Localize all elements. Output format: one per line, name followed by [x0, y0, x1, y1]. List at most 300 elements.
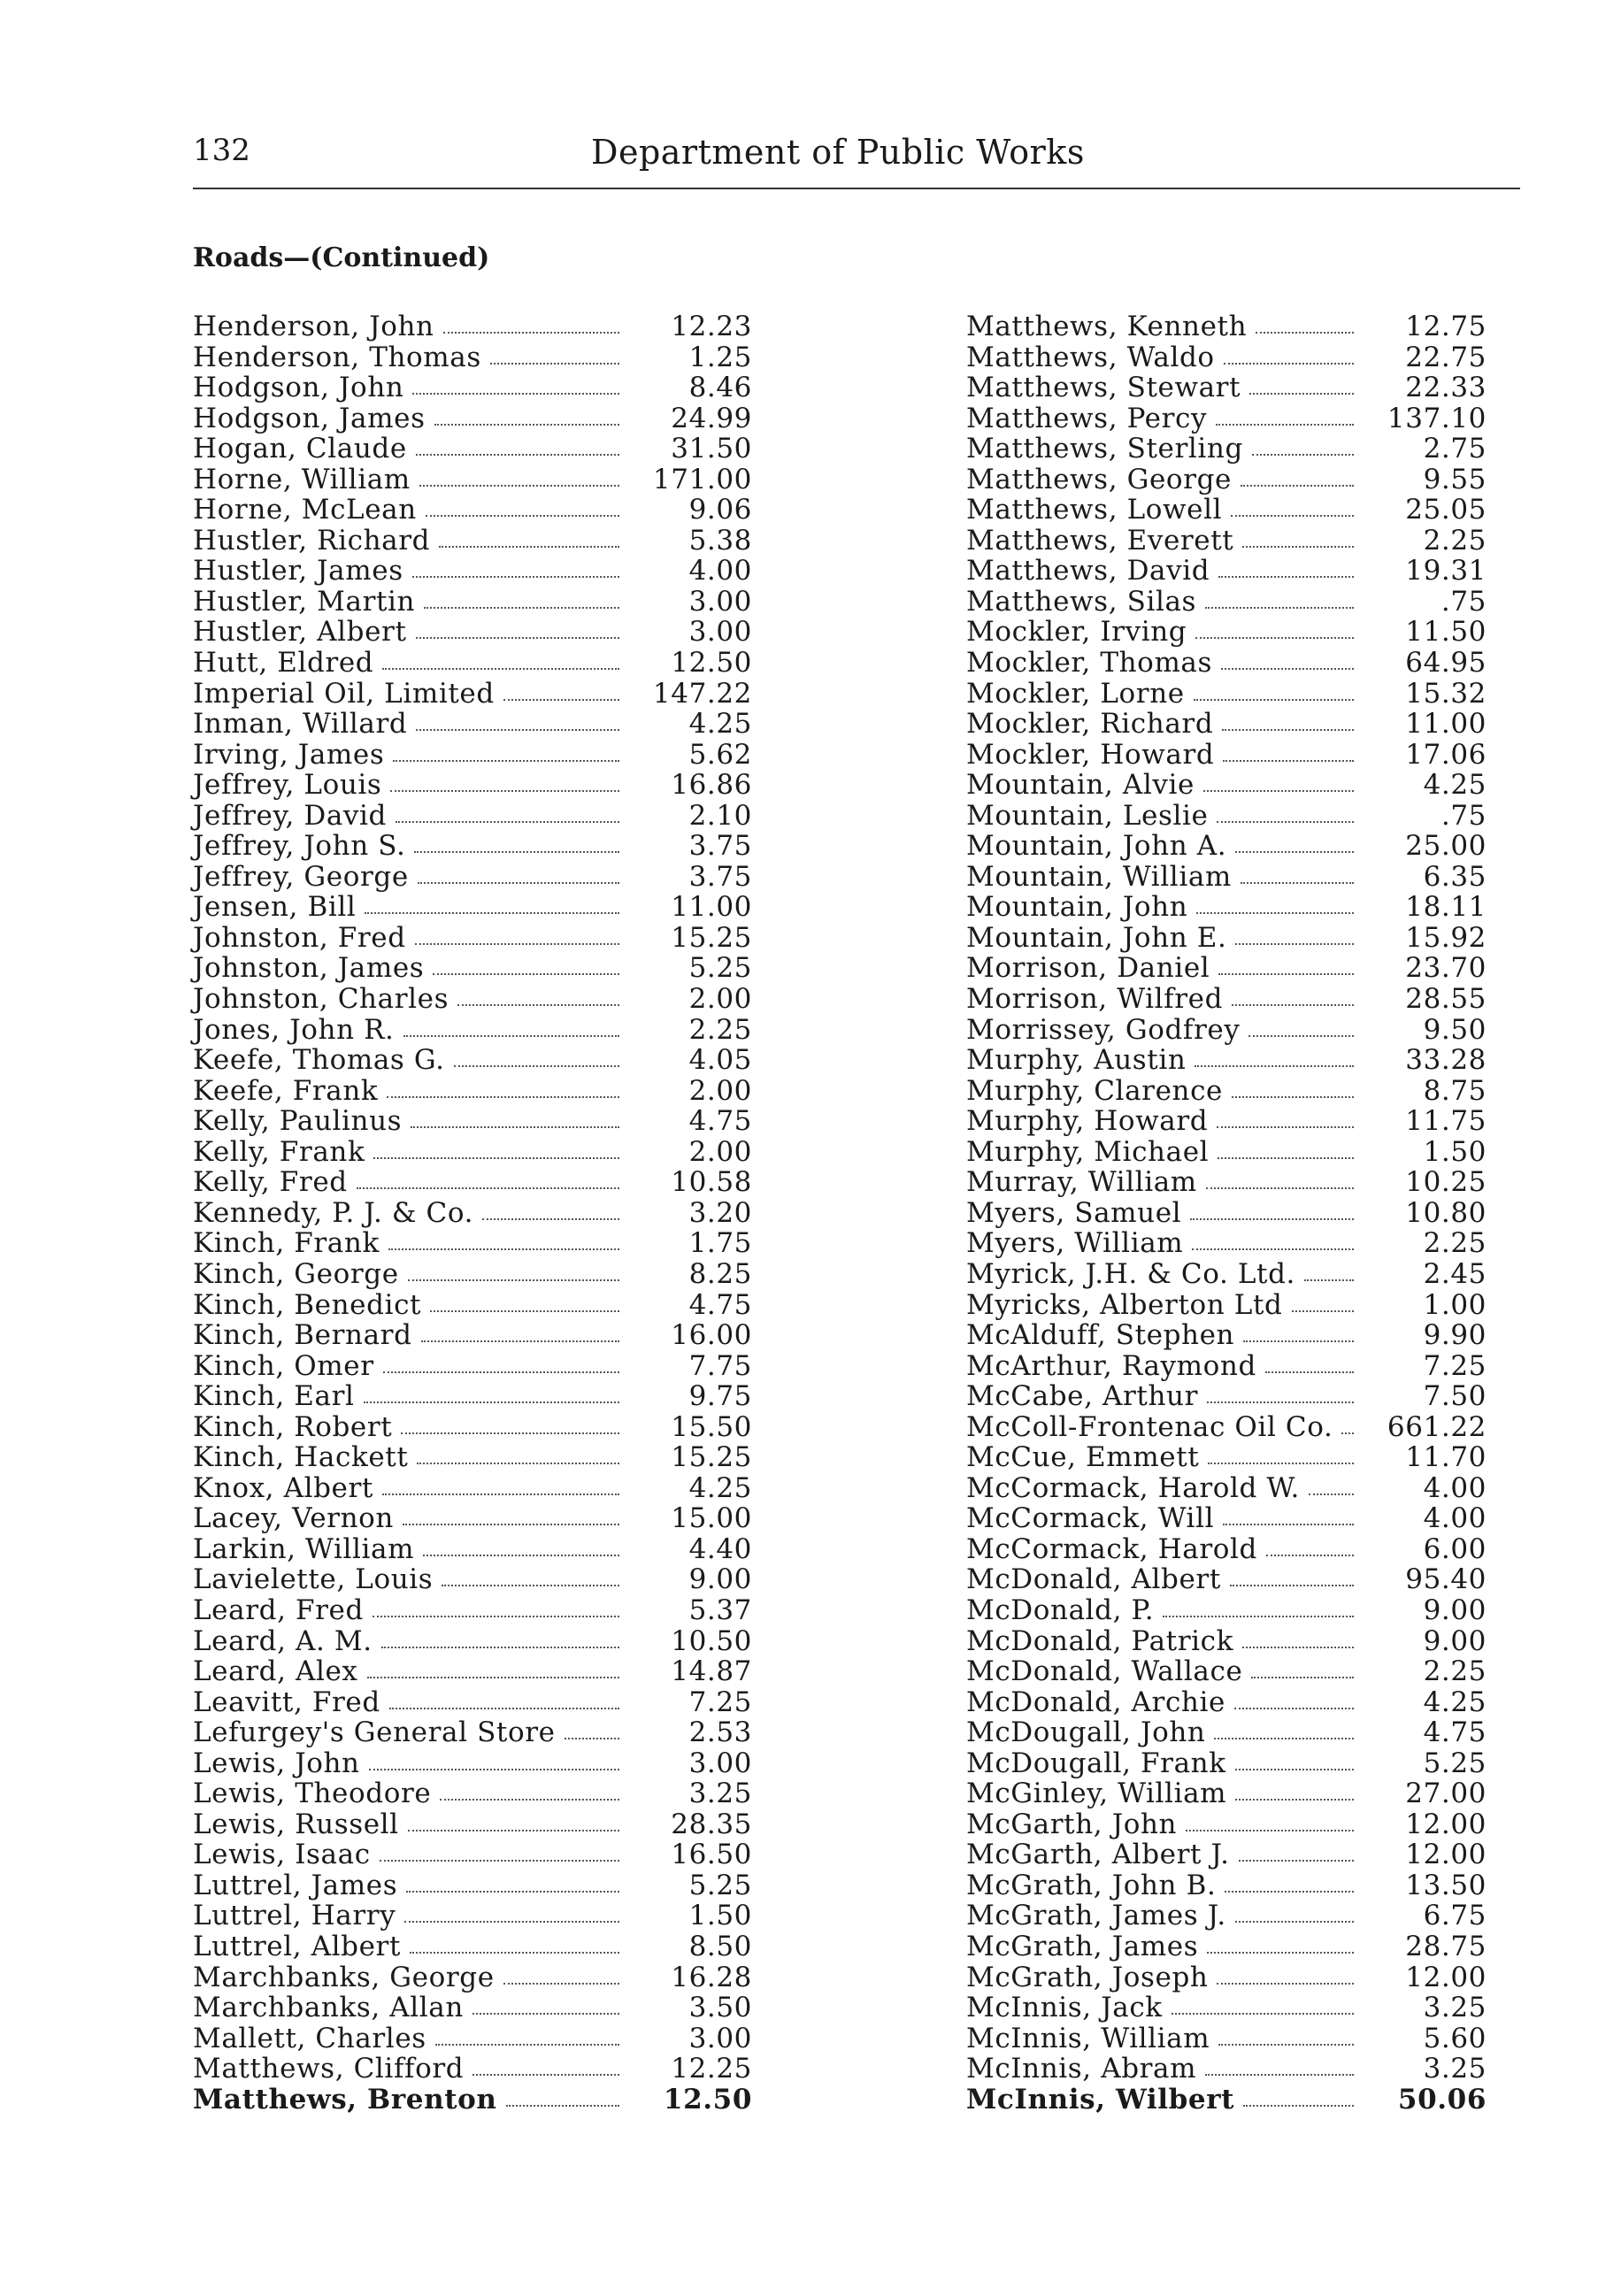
entry-amount: 171.00	[652, 463, 752, 495]
entry-amount: 15.50	[671, 1410, 752, 1443]
dot-leader	[382, 1494, 619, 1495]
dot-leader	[1206, 1187, 1354, 1189]
dot-leader	[388, 1248, 619, 1250]
list-item	[966, 1137, 1487, 1168]
dot-leader	[401, 1432, 619, 1434]
entry-amount: 6.75	[1423, 1900, 1487, 1932]
list-item	[966, 1198, 1487, 1229]
entry-amount: 2.10	[688, 799, 752, 832]
dot-leader	[1232, 1096, 1354, 1098]
entry-name: Marchbanks, George	[193, 1962, 500, 1993]
entry-amount: 5.25	[688, 1869, 752, 1901]
entry-name: Luttrel, Harry	[193, 1901, 401, 1931]
entry-name: Irving, James	[193, 740, 389, 770]
dot-leader	[1243, 2105, 1354, 2107]
list-item	[193, 1595, 752, 1626]
list-item	[966, 984, 1487, 1015]
dot-leader	[1172, 2013, 1354, 2015]
list-item	[966, 1320, 1487, 1351]
dot-leader	[418, 882, 619, 884]
entry-amount: 5.38	[688, 524, 752, 557]
entry-amount: 25.00	[1405, 830, 1487, 863]
list-item	[193, 1993, 752, 2023]
list-item	[193, 801, 752, 832]
list-item	[966, 311, 1487, 342]
entry-name: McDonald, Patrick	[966, 1626, 1239, 1656]
entry-name: Murphy, Austin	[966, 1045, 1191, 1075]
entry-name: Lacey, Vernon	[193, 1503, 399, 1533]
dot-leader	[1221, 668, 1354, 670]
dot-leader	[1216, 424, 1354, 426]
list-item	[193, 1412, 752, 1443]
entry-name: McCabe, Arthur	[966, 1381, 1203, 1411]
entry-amount: 2.00	[688, 983, 752, 1016]
list-item	[193, 1045, 752, 1076]
dot-leader	[1186, 1830, 1354, 1831]
entry-name: Jeffrey, John S.	[193, 831, 411, 861]
dot-leader	[403, 1524, 619, 1525]
entry-amount: 25.05	[1405, 494, 1487, 526]
entry-amount: 15.92	[1405, 921, 1487, 954]
entry-amount: 7.75	[688, 1349, 752, 1382]
dot-leader	[1292, 1310, 1354, 1312]
entry-amount: 3.25	[1423, 2053, 1487, 2085]
entry-amount: 3.75	[688, 860, 752, 893]
entry-amount: 4.00	[1423, 1471, 1487, 1504]
entry-amount: 27.00	[1405, 1778, 1487, 1810]
entry-amount: 22.33	[1405, 372, 1487, 404]
list-item	[193, 1503, 752, 1534]
entry-amount: 5.62	[688, 738, 752, 771]
dot-leader	[434, 424, 619, 426]
entry-name: Lefurgey's General Store	[193, 1717, 561, 1747]
dot-leader	[367, 1677, 619, 1678]
entry-name: Matthews, Sterling	[966, 434, 1248, 464]
dot-leader	[387, 1096, 619, 1098]
entry-name: Kinch, George	[193, 1259, 404, 1289]
entry-amount: 28.35	[671, 1808, 752, 1840]
entry-name: Leavitt, Fred	[193, 1687, 386, 1717]
entry-amount: 1.50	[688, 1900, 752, 1932]
list-item	[193, 1167, 752, 1198]
entry-name: Mockler, Richard	[966, 709, 1218, 739]
entry-name: Matthews, George	[966, 465, 1237, 495]
entry-amount: 12.00	[1405, 1808, 1487, 1840]
entry-name: Murphy, Michael	[966, 1137, 1214, 1167]
entry-amount: 10.25	[1405, 1166, 1487, 1199]
list-item	[193, 892, 752, 923]
list-item	[966, 526, 1487, 557]
dot-leader	[1217, 821, 1354, 823]
dot-leader	[1252, 454, 1354, 456]
entry-amount: 9.00	[1423, 1624, 1487, 1657]
entry-name: Kinch, Frank	[193, 1228, 385, 1258]
list-item	[966, 342, 1487, 373]
list-item	[966, 2054, 1487, 2085]
list-item	[193, 1381, 752, 1412]
entry-name: Matthews, Silas	[966, 587, 1202, 617]
dot-leader	[426, 515, 619, 517]
entry-name: Matthews, David	[966, 556, 1215, 586]
dot-leader	[1241, 882, 1354, 884]
dot-leader	[1218, 973, 1354, 975]
entry-amount: 95.40	[1405, 1563, 1487, 1596]
list-item	[966, 1381, 1487, 1412]
entry-name: Luttrel, Albert	[193, 1931, 406, 1962]
entry-amount: 3.20	[688, 1196, 752, 1229]
entry-amount: 4.25	[688, 708, 752, 741]
dot-leader	[1241, 485, 1354, 487]
dot-leader	[412, 576, 619, 578]
dot-leader	[440, 1799, 619, 1801]
dot-leader	[1223, 760, 1354, 762]
entry-amount: 2.75	[1423, 433, 1487, 465]
entry-name: McInnis, Jack	[966, 1993, 1168, 2023]
list-item	[193, 679, 752, 710]
entry-name: Hodgson, John	[193, 372, 409, 403]
entry-amount: 3.00	[688, 585, 752, 618]
entry-amount: 28.55	[1405, 983, 1487, 1016]
entry-amount: 2.25	[688, 1013, 752, 1046]
dot-leader	[503, 699, 619, 701]
entry-amount: 12.00	[1405, 1839, 1487, 1871]
entry-name: Murray, William	[966, 1167, 1202, 1197]
entry-name: Larkin, William	[193, 1534, 419, 1564]
entry-name: Mountain, William	[966, 862, 1237, 892]
list-item	[193, 1076, 752, 1107]
list-item	[966, 1839, 1487, 1870]
list-item	[966, 831, 1487, 862]
entry-amount: 5.37	[688, 1593, 752, 1626]
entry-amount: 9.75	[688, 1380, 752, 1413]
list-item	[193, 1564, 752, 1595]
entry-amount: 10.58	[671, 1166, 752, 1199]
dot-leader	[457, 1004, 619, 1006]
entry-name: McCormack, Harold W.	[966, 1473, 1305, 1503]
entry-amount: 15.25	[671, 921, 752, 954]
list-item	[193, 984, 752, 1015]
list-item	[966, 1901, 1487, 1931]
entry-amount: 2.00	[688, 1135, 752, 1168]
list-item	[966, 556, 1487, 587]
list-item	[966, 1656, 1487, 1687]
list-item	[193, 953, 752, 984]
entry-name: Johnston, Fred	[193, 923, 411, 953]
list-item	[193, 1687, 752, 1718]
entry-name: Myers, William	[966, 1228, 1188, 1258]
list-item	[193, 1962, 752, 1993]
list-item	[966, 495, 1487, 526]
entry-amount: 4.40	[688, 1532, 752, 1565]
dot-leader	[1242, 546, 1354, 548]
entry-name: Lewis, Theodore	[193, 1778, 436, 1808]
entry-name: McInnis, Abram	[966, 2054, 1202, 2084]
entry-amount: 661.22	[1387, 1410, 1487, 1443]
list-item	[966, 1962, 1487, 1993]
list-item	[966, 1870, 1487, 1901]
entry-amount: 6.00	[1423, 1532, 1487, 1565]
list-item	[193, 587, 752, 618]
entry-amount: 33.28	[1405, 1044, 1487, 1077]
list-item	[966, 1626, 1487, 1657]
entry-name: Kinch, Earl	[193, 1381, 360, 1411]
entry-name: Jeffrey, George	[193, 862, 414, 892]
dot-leader	[424, 607, 619, 609]
dot-leader	[1248, 1035, 1354, 1037]
entry-amount: 16.50	[671, 1839, 752, 1871]
dot-leader	[443, 332, 619, 334]
entry-name: Matthews, Brenton	[193, 2085, 503, 2115]
list-item	[193, 648, 752, 679]
entry-name: Kinch, Hackett	[193, 1442, 413, 1472]
list-item	[193, 709, 752, 740]
dot-leader	[381, 1647, 619, 1648]
list-item	[966, 1503, 1487, 1534]
entry-name: Knox, Albert	[193, 1473, 379, 1503]
entry-amount: 4.75	[688, 1288, 752, 1321]
entry-name: Keefe, Frank	[193, 1076, 383, 1106]
dot-leader	[1217, 1126, 1354, 1128]
dot-leader	[1235, 1799, 1354, 1801]
entry-name: Horne, William	[193, 465, 416, 495]
list-item	[193, 342, 752, 373]
entry-amount: 137.10	[1387, 402, 1487, 434]
entry-name: Henderson, Thomas	[193, 342, 487, 372]
entry-amount: 9.50	[1423, 1013, 1487, 1046]
entry-name: Matthews, Lowell	[966, 495, 1227, 525]
list-item	[193, 1473, 752, 1504]
list-item	[966, 1931, 1487, 1962]
list-item	[966, 434, 1487, 465]
dot-leader	[1251, 1677, 1354, 1678]
list-item	[193, 1259, 752, 1290]
entry-amount: 24.99	[671, 402, 752, 434]
entry-name: Jeffrey, David	[193, 801, 392, 831]
dot-leader	[433, 973, 619, 975]
list-item	[193, 1656, 752, 1687]
entry-amount: .75	[1441, 799, 1487, 832]
list-item	[193, 1717, 752, 1748]
entry-name: McCue, Emmett	[966, 1442, 1204, 1472]
list-item	[193, 526, 752, 557]
dot-leader	[421, 1340, 619, 1342]
list-item	[193, 2023, 752, 2054]
entry-name: Mockler, Irving	[966, 617, 1192, 647]
entry-amount: 4.00	[1423, 1502, 1487, 1535]
entry-name: Hustler, Martin	[193, 587, 420, 617]
list-item	[193, 831, 752, 862]
entry-amount: 3.00	[688, 1747, 752, 1779]
entry-amount: 12.23	[671, 311, 752, 342]
list-item	[193, 1137, 752, 1168]
entry-amount: 4.25	[1423, 1686, 1487, 1718]
list-item	[966, 648, 1487, 679]
dot-leader	[390, 790, 619, 792]
entry-amount: 9.55	[1423, 463, 1487, 495]
dot-leader	[404, 1921, 619, 1923]
list-item	[966, 465, 1487, 495]
entry-name: Murphy, Clarence	[966, 1076, 1228, 1106]
list-item	[966, 923, 1487, 954]
entry-amount: 22.75	[1405, 341, 1487, 373]
entry-name: McGrath, John B.	[966, 1870, 1221, 1901]
list-item	[966, 862, 1487, 893]
dot-leader	[1304, 1279, 1354, 1281]
entry-name: Jeffrey, Louis	[193, 770, 387, 800]
list-item	[193, 1290, 752, 1321]
entry-name: Hogan, Claude	[193, 434, 412, 464]
list-item	[193, 2054, 752, 2085]
entry-name: Mockler, Lorne	[966, 679, 1190, 709]
entry-name: Luttrel, James	[193, 1870, 403, 1901]
page-header	[193, 133, 1520, 177]
entry-amount: 7.50	[1423, 1380, 1487, 1413]
entry-amount: 23.70	[1405, 952, 1487, 985]
dot-leader	[472, 2074, 619, 2076]
list-item	[193, 1320, 752, 1351]
dot-leader	[382, 668, 619, 670]
entry-name: Lavielette, Louis	[193, 1564, 438, 1594]
entry-amount: 11.00	[1405, 708, 1487, 741]
entry-amount: 11.75	[1405, 1105, 1487, 1138]
entry-amount: 3.00	[688, 2022, 752, 2054]
list-item	[966, 2023, 1487, 2054]
list-item	[193, 434, 752, 465]
entry-name: McArthur, Raymond	[966, 1351, 1262, 1381]
entry-amount: 15.00	[671, 1502, 752, 1535]
section-heading: Roads—(Continued)	[193, 242, 490, 273]
page-number: 132	[193, 133, 250, 168]
entry-name: McDonald, Albert	[966, 1564, 1226, 1594]
entry-amount: 15.25	[671, 1441, 752, 1474]
entry-name: Matthews, Stewart	[966, 372, 1246, 403]
dot-leader	[454, 1065, 619, 1067]
entry-amount: 1.00	[1423, 1288, 1487, 1321]
list-item	[193, 1870, 752, 1901]
entry-name: Matthews, Everett	[966, 526, 1239, 556]
entry-name: Murphy, Howard	[966, 1106, 1213, 1136]
entry-name: Morrison, Daniel	[966, 953, 1215, 983]
list-item	[193, 1351, 752, 1382]
entry-name: Mockler, Howard	[966, 740, 1219, 770]
entry-name: McDonald, Archie	[966, 1687, 1231, 1717]
entry-amount: 31.50	[671, 433, 752, 465]
list-item	[966, 1473, 1487, 1504]
dot-leader	[1218, 576, 1354, 578]
entry-name: Kinch, Robert	[193, 1412, 397, 1442]
list-item	[193, 1228, 752, 1259]
dot-leader	[412, 393, 619, 395]
entry-amount: 8.75	[1423, 1074, 1487, 1107]
entry-amount: 4.00	[688, 555, 752, 587]
dot-leader	[369, 1769, 619, 1770]
dot-leader	[373, 1157, 619, 1159]
list-item	[193, 1106, 752, 1137]
entry-amount: 1.25	[688, 341, 752, 373]
list-item	[966, 1993, 1487, 2023]
entry-name: Leard, Fred	[193, 1595, 369, 1625]
dot-leader	[1194, 699, 1354, 701]
dot-leader	[1192, 1248, 1354, 1250]
entry-amount: 2.25	[1423, 524, 1487, 557]
list-item	[966, 1259, 1487, 1290]
entry-amount: 2.53	[688, 1716, 752, 1749]
list-item	[966, 1290, 1487, 1321]
list-item	[966, 953, 1487, 984]
list-item	[966, 1412, 1487, 1443]
dot-leader	[1217, 1983, 1354, 1985]
list-item	[193, 770, 752, 801]
entry-amount: 2.45	[1423, 1257, 1487, 1290]
entry-name: Kelly, Frank	[193, 1137, 370, 1167]
entry-name: McCormack, Will	[966, 1503, 1219, 1533]
entry-name: Myricks, Alberton Ltd	[966, 1290, 1288, 1320]
entry-name: Jensen, Bill	[193, 892, 361, 922]
dot-leader	[472, 2013, 619, 2015]
entry-name: McDougall, Frank	[966, 1748, 1232, 1778]
entry-name: Hustler, James	[193, 556, 409, 586]
entry-amount: 12.00	[1405, 1961, 1487, 1993]
list-item	[193, 2085, 752, 2116]
list-item	[966, 617, 1487, 648]
dot-leader	[383, 1371, 619, 1373]
list-item	[193, 740, 752, 771]
dot-leader	[389, 1708, 619, 1709]
entry-amount: 3.25	[1423, 1992, 1487, 2024]
entry-amount: 8.46	[688, 372, 752, 404]
list-item	[966, 1351, 1487, 1382]
list-item	[193, 311, 752, 342]
dot-leader	[1232, 1004, 1354, 1006]
dot-leader	[423, 1555, 619, 1556]
dot-leader	[1230, 1585, 1354, 1586]
list-item	[193, 403, 752, 434]
entry-name: Keefe, Thomas G.	[193, 1045, 450, 1075]
dot-leader	[1266, 1555, 1354, 1556]
list-item	[966, 679, 1487, 710]
dot-leader	[365, 912, 619, 914]
entry-name: Imperial Oil, Limited	[193, 679, 500, 709]
entry-name: McGrath, James J.	[966, 1901, 1232, 1931]
list-item	[193, 1015, 752, 1046]
entry-amount: 2.00	[688, 1074, 752, 1107]
list-item	[966, 403, 1487, 434]
entry-name: Myrick, J.H. & Co. Ltd.	[966, 1259, 1301, 1289]
dot-leader	[411, 1126, 619, 1128]
entry-name: Marchbanks, Allan	[193, 1993, 469, 2023]
dot-leader	[419, 485, 619, 487]
list-item	[966, 1106, 1487, 1137]
dot-leader	[1196, 912, 1354, 914]
entry-amount: 7.25	[1423, 1349, 1487, 1382]
dot-leader	[417, 1463, 619, 1464]
dot-leader	[1207, 1401, 1354, 1403]
entry-amount: 9.00	[1423, 1593, 1487, 1626]
entry-name: Kennedy, P. J. & Co.	[193, 1198, 479, 1228]
entry-name: Mallett, Charles	[193, 2023, 432, 2054]
dot-leader	[393, 760, 619, 762]
entry-name: Kelly, Paulinus	[193, 1106, 407, 1136]
entry-amount: 11.00	[671, 891, 752, 924]
list-item	[193, 465, 752, 495]
list-item	[966, 1228, 1487, 1259]
entry-name: McColl-Frontenac Oil Co.	[966, 1412, 1338, 1442]
dot-leader	[1190, 1218, 1354, 1220]
entry-name: McCormack, Harold	[966, 1534, 1263, 1564]
entry-name: Hustler, Richard	[193, 526, 435, 556]
dot-leader	[416, 637, 619, 639]
entry-amount: 6.35	[1423, 860, 1487, 893]
